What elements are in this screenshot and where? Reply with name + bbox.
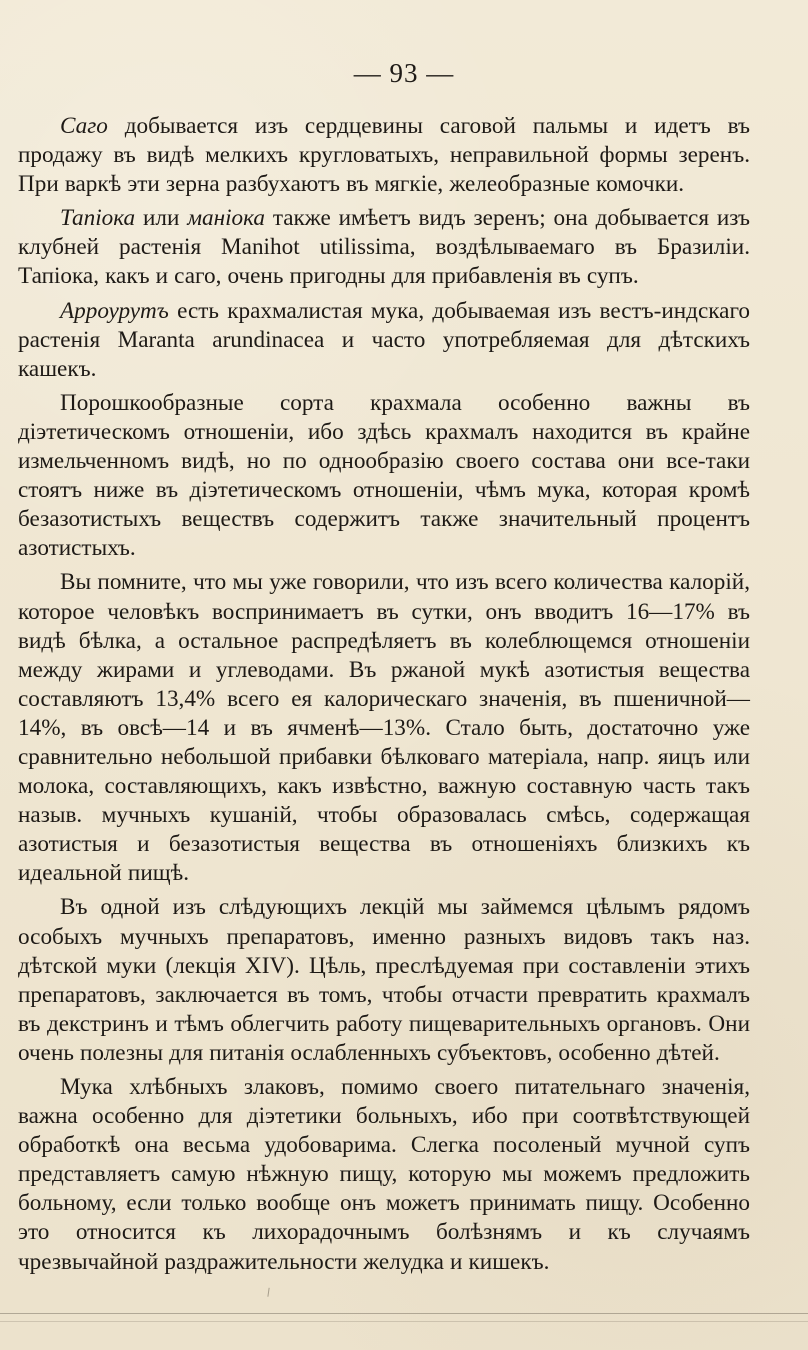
bottom-rule-secondary bbox=[0, 1321, 808, 1322]
manioc-term: маніока bbox=[187, 205, 265, 232]
paragraph-arrowroot bbox=[18, 297, 750, 384]
sago-text: добывается изъ сердцевины саговой пальмы и идетъ въ продажу въ видѣ мелкихъ кругловатыхъ, неправильной формы зеренъ. При варкѣ эти зерна разбухаютъ въ мягкіе, желеобразные комочки. bbox=[18, 113, 750, 198]
paper-mark bbox=[267, 1288, 273, 1298]
arrowroot-term: Арроурутъ bbox=[60, 297, 169, 324]
paragraph-tapioca bbox=[18, 204, 750, 291]
paragraph-flour: Мука хлѣбныхъ злаковъ, помимо своего питательнаго значенія, важна особенно для діэтетики больныхъ, ибо при соотвѣтствующей обработкѣ она весьма удобоварима. Слегка посоленый мучной супъ представляетъ самую нѣжную пищу, которую мы можемъ предложить больному, если только вообще онъ можетъ принимать пищу. Особенно это относится къ лихорадочнымъ болѣзнямъ и къ случаямъ чрезвычайной раздражительности желудка и кишекъ. bbox=[18, 1074, 750, 1275]
tapioca-term: Тапіока bbox=[60, 205, 136, 232]
tapioca-connector: или bbox=[135, 205, 188, 232]
paragraph-starch: Порошкообразные сорта крахмала особенно важны въ діэтетическомъ отношеніи, ибо здѣсь крахмалъ находится въ крайне измельченномъ видѣ, но по однообразію своего состава они все-таки стоятъ ниже въ діэтетическомъ отношеніи, чѣмъ мука, которая кромѣ безазотистыхъ веществъ содержитъ также значительный процентъ азотистыхъ. bbox=[18, 389, 750, 562]
paragraph-calories: Вы помните, что мы уже говорили, что изъ всего количества калорій, которое человѣкъ воспринимаетъ въ сутки, онъ вводитъ 16—17% въ видѣ бѣлка, а остальное распредѣляетъ въ колеблющемся отношеніи между жирами и углеводами. Въ ржаной мукѣ азотистыя вещества составляютъ 13,4% всего ея калорическаго значенія, въ пшеничной—14%, въ овсѣ—14 и въ ячменѣ—13%. Стало быть, достаточно уже сравнительно небольшой прибавки бѣлковаго матеріала, напр. яицъ или молока, составляющихъ, какъ извѣстно, важную составную часть такъ назыв. мучныхъ кушаній, чтобы образовалась смѣсь, содержащая азотистыя и безазотистыя вещества въ отношеніяхъ близкихъ къ идеальной пищѣ. bbox=[18, 569, 750, 887]
page-number: — 93 — bbox=[353, 58, 455, 88]
tapioca-text: также имѣетъ видъ зеренъ; она добывается изъ клубней растенія Manihot utilissima, воздѣлываемаго въ Бразиліи. Тапіока, какъ и саго, очень пригодны для прибавленія въ супъ. bbox=[18, 205, 750, 290]
paragraph-preparations: Въ одной изъ слѣдующихъ лекцій мы займемся цѣлымъ рядомъ особыхъ мучныхъ препаратовъ, именно разныхъ видовъ такъ наз. дѣтской муки (лекція XIV). Цѣль, преслѣдуемая при составленіи этихъ препаратовъ, заключается въ томъ, чтобы отчасти превратить крахмалъ въ декстринъ и тѣмъ облегчить работу пищеварительныхъ органовъ. Они очень полезны для питанія ослабленныхъ субъектовъ, особенно дѣтей. bbox=[18, 894, 750, 1066]
bottom-rule bbox=[0, 1313, 808, 1314]
page-body bbox=[18, 112, 750, 1282]
sago-term: Саго bbox=[60, 113, 108, 139]
arrowroot-text: есть крахмалистая мука, добываемая изъ вестъ-индскаго растенія Maranta arundinacea и часто употребляемая для дѣтскихъ кашекъ. bbox=[18, 297, 750, 382]
paragraph-sago bbox=[18, 112, 750, 199]
